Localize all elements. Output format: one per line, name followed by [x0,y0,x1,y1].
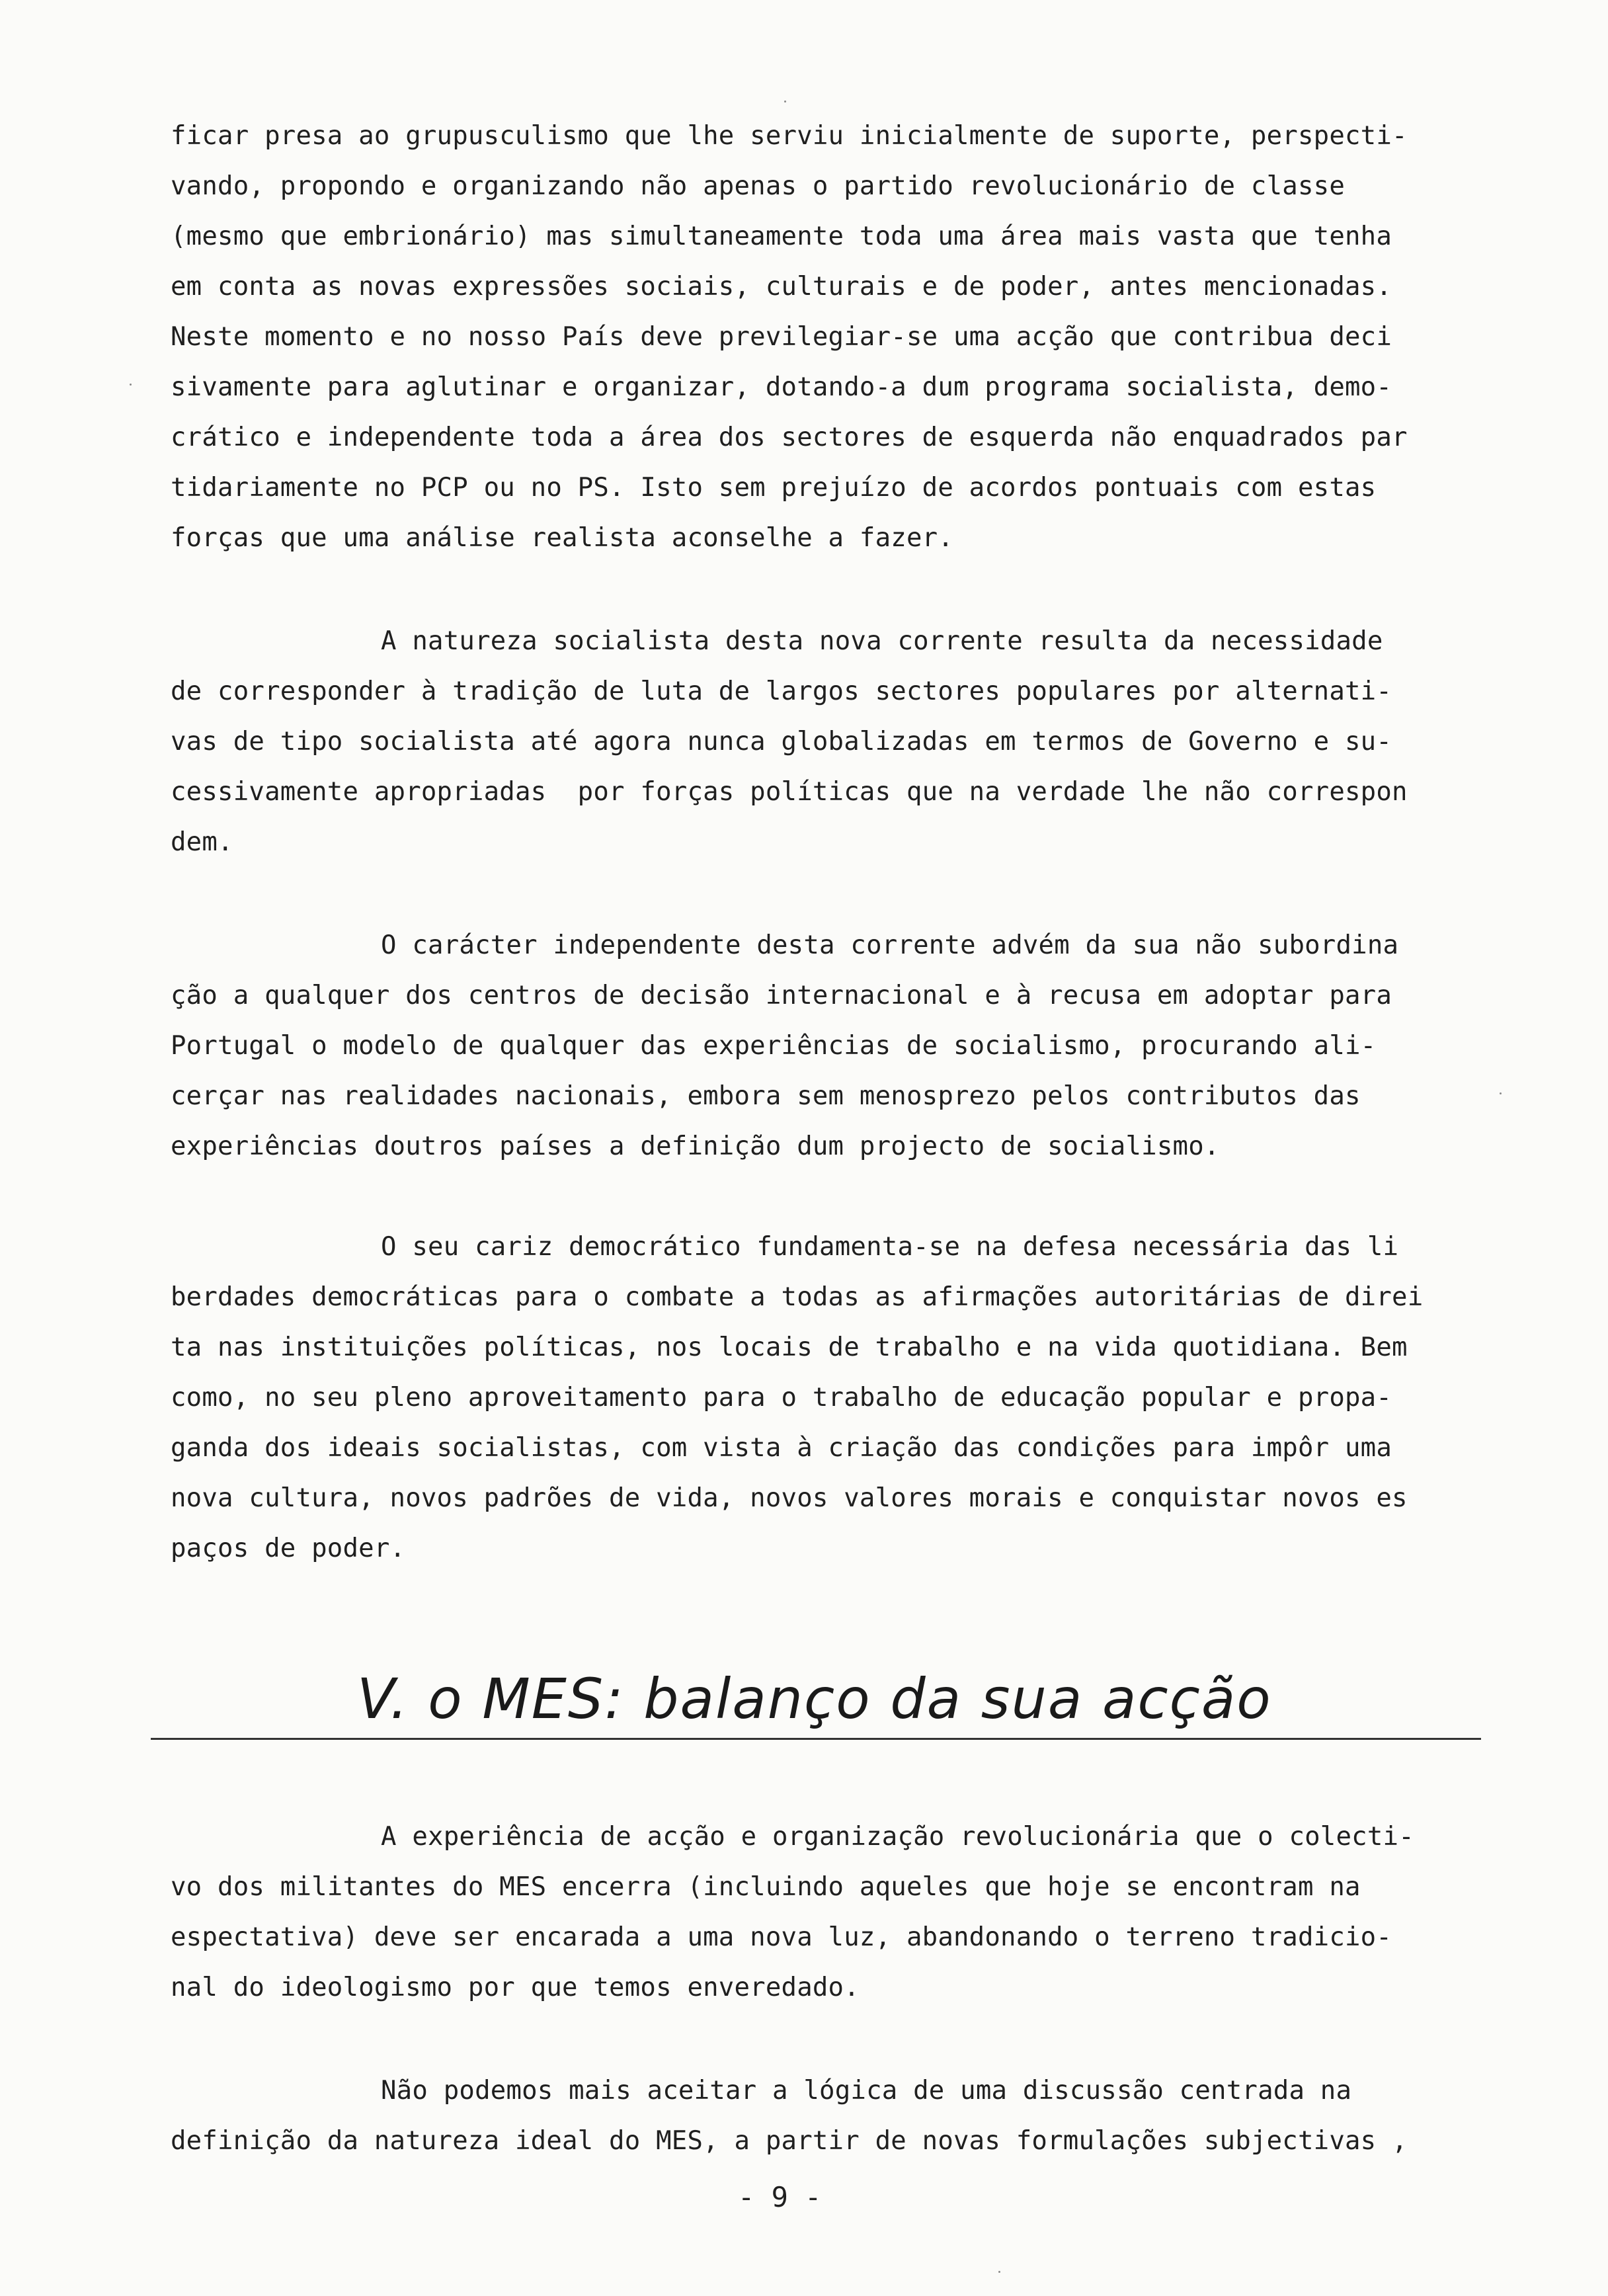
page-number: - 9 - [738,2181,822,2213]
text-line: Portugal o modelo de qualquer das experiências de socialismo, procurando ali- [171,1031,1377,1061]
paragraph-3 [171,921,1486,1172]
text-line: vo dos militantes do MES encerra (incluindo aqueles que hoje se encontram na [171,1872,1361,1902]
text-line: em conta as novas expressões sociais, culturais e de poder, antes mencionadas. [171,272,1392,302]
text-line: ção a qualquer dos centros de decisão internacional e à recusa em adoptar para [171,981,1392,1010]
text-line: O carácter independente desta corrente advém da sua não subordina [381,930,1399,960]
text-line: (mesmo que embrionário) mas simultaneamente toda uma área mais vasta que tenha [171,222,1392,251]
scan-speck [784,101,786,102]
text-line: de corresponder à tradição de luta de largos sectores populares por alternati- [171,676,1392,706]
text-line: cerçar nas realidades nacionais, embora sem menosprezo pelos contributos das [171,1081,1361,1111]
scan-speck [998,2271,1000,2273]
text-line: O seu cariz democrático fundamenta-se na defesa necessária das li [381,1232,1399,1262]
paragraph-5 [171,1812,1486,2013]
text-line: espectativa) deve ser encarada a uma nova luz, abandonando o terreno tradicio- [171,1922,1392,1952]
paragraph-1 [171,111,1486,563]
text-line: nova cultura, novos padrões de vida, novos valores morais e conquistar novos es [171,1483,1408,1513]
text-line: paços de poder. [171,1534,406,1563]
text-line: como, no seu pleno aproveitamento para o trabalho de educação popular e propa- [171,1383,1392,1413]
section-heading: V. o MES: balanço da sua acção [357,1666,1272,1731]
paragraph-4 [171,1222,1486,1574]
text-line: crático e independente toda a área dos sectores de esquerda não enquadrados par [171,423,1408,452]
text-line: tidariamente no PCP ou no PS. Isto sem prejuízo de acordos pontuais com estas [171,473,1377,503]
text-line: ganda dos ideais socialistas, com vista à criação das condições para impôr uma [171,1433,1392,1463]
text-line: experiências doutros países a definição dum projecto de socialismo. [171,1131,1220,1161]
text-line: dem. [171,827,233,857]
text-line: forças que uma análise realista aconselhe a fazer. [171,523,953,553]
scan-speck [130,384,132,386]
text-line: vas de tipo socialista até agora nunca globalizadas em termos de Governo e su- [171,727,1392,757]
text-line: ta nas instituições políticas, nos locais de trabalho e na vida quotidiana. Bem [171,1332,1408,1362]
paragraph-2 [171,616,1486,868]
text-line: Não podemos mais aceitar a lógica de uma discussão centrada na [381,2076,1352,2106]
text-line: sivamente para aglutinar e organizar, dotando-a dum programa socialista, demo- [171,372,1392,402]
text-line: A natureza socialista desta nova corrente resulta da necessidade [381,626,1383,656]
text-line: Neste momento e no nosso País deve previlegiar-se uma acção que contribua deci [171,322,1392,352]
text-line: definição da natureza ideal do MES, a partir de novas formulações subjectivas , [171,2126,1408,2156]
heading-underline [151,1738,1481,1740]
scan-speck [1500,1092,1502,1094]
paragraph-6 [171,2066,1486,2166]
text-line: ficar presa ao grupusculismo que lhe serviu inicialmente de suporte, perspecti- [171,121,1408,151]
text-line: A experiência de acção e organização revolucionária que o colecti- [381,1822,1414,1852]
text-line: vando, propondo e organizando não apenas o partido revolucionário de classe [171,171,1345,201]
text-line: cessivamente apropriadas por forças políticas que na verdade lhe não correspon [171,777,1408,807]
text-line: berdades democráticas para o combate a todas as afirmações autoritárias de direi [171,1282,1424,1312]
text-line: nal do ideologismo por que temos enveredado. [171,1973,860,2002]
